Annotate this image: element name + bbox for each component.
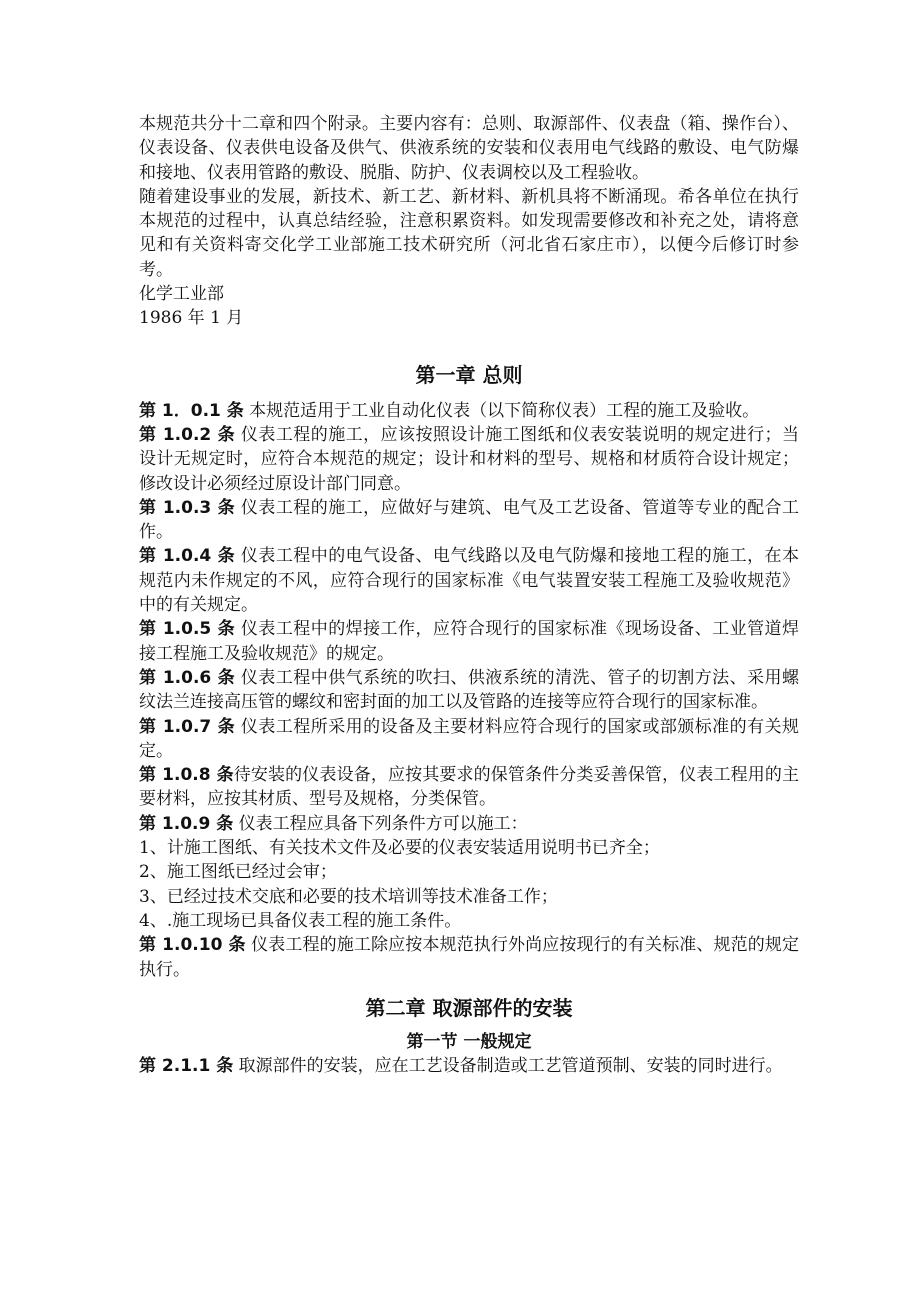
article-text: 待安装的仪表设备，应按其要求的保管条件分类妥善保管，仪表工程用的主要材料，应按其材质、型号及规格，分类保管。: [139, 765, 800, 810]
list-item: 4、.施工现场已具备仪表工程的施工条件。: [139, 910, 462, 931]
article: [139, 933, 799, 982]
article-text: 仪表工程应具备下列条件方可以施工：: [233, 813, 528, 834]
article-number: 第 1.0.6 条: [139, 667, 236, 688]
article-number: 第 1.0.9 条: [139, 813, 234, 834]
article: [139, 617, 799, 666]
article: [139, 399, 799, 423]
article-number: 第 1.0.4 条: [139, 546, 236, 567]
article: [139, 423, 799, 496]
article-number: 第 1．0.1 条: [139, 400, 244, 421]
article-text: 仪表工程中的焊接工作，应符合现行的国家标准《现场设备、工业管道焊接工程施工及验收规范》的规定。: [139, 619, 799, 664]
article: [139, 666, 799, 715]
article-text: 仪表工程的施工，应做好与建筑、电气及工艺设备、管道等专业的配合工作。: [139, 497, 799, 543]
list-item: 2、施工图纸已经过会审；: [139, 862, 337, 883]
article-number: 第 2.1.1 条: [139, 1055, 234, 1076]
article-text: 仪表工程的施工除应按本规范执行外尚应按现行的有关标准、规范的规定执行。: [139, 935, 799, 980]
preface-paragraph-1: 本规范共分十二章和四个附录。主要内容有：总则、取源部件、仪表盘（箱、操作台）、仪表设备、仪表供电设备及供气、供液系统的安装和仪表用电气线路的敷设、电气防爆和接地、仪表用管路的敷设、脱脂、防护、仪表调校以及工程验收。: [139, 114, 799, 183]
article-number: 第 1.0.2 条: [139, 424, 236, 445]
list-item: 1、计施工图纸、有关技术文件及必要的仪表安装适用说明书已齐全；: [139, 838, 660, 859]
section-title: 第一节 一般规定: [406, 1031, 532, 1052]
preface-org: 化学工业部: [139, 284, 224, 305]
article: [139, 496, 799, 545]
article: [139, 544, 799, 617]
preface-paragraph-2: 随着建设事业的发展，新技术、新工艺、新材料、新机具将不断涌现。希各单位在执行本规范的过程中，认真总结经验，注意积累资料。如发现需要修改和补充之处，请将意见和有关资料寄交化学工业部施工技术研究所（河北省石家庄市），以便今后修订时参考。: [139, 186, 799, 280]
article-text: 仪表工程的施工，应该按照设计施工图纸和仪表安装说明的规定进行；当设计无规定时，应符合本规范的规定；设计和材料的型号、规格和材质符合设计规定；修改设计必须经过原设计部门同意。: [139, 424, 799, 494]
article-number: 第 1.0.10 条: [139, 935, 246, 956]
list-item: 3、已经过技术交底和必要的技术培训等技术准备工作；: [139, 886, 558, 907]
article: [139, 763, 799, 812]
article-number: 第 1.0.5 条: [139, 619, 236, 640]
article-number: 第 1.0.8 条: [139, 765, 234, 786]
document-page: [139, 112, 799, 1078]
chapter-1-title: 第一章 总则: [415, 362, 523, 387]
article-text: 仪表工程中的电气设备、电气线路以及电气防爆和接地工程的施工，在本规范内未作规定的不风，应符合现行的国家标准《电气装置安装工程施工及验收规范》中的有关规定。: [139, 546, 799, 616]
article: [139, 812, 799, 836]
chapter-2-title: 第二章 取源部件的安装: [365, 995, 573, 1020]
article: [139, 1054, 799, 1078]
article-text: 本规范适用于工业自动化仪表（以下简称仪表）工程的施工及验收。: [243, 400, 760, 421]
article-text: 仪表工程中供气系统的吹扫、供液系统的清洗、管子的切割方法、采用螺纹法兰连接高压管的螺纹和密封面的加工以及管路的连接等应符合现行的国家标准。: [139, 667, 799, 713]
preface-date: 1986 年 1 月: [139, 308, 244, 329]
article-number: 第 1.0.3 条: [139, 497, 236, 518]
article-number: 第 1.0.7 条: [139, 716, 236, 737]
article-text: 仪表工程所采用的设备及主要材料应符合现行的国家或部颁标准的有关规定。: [139, 716, 799, 761]
article-text: 取源部件的安装，应在工艺设备制造或工艺管道预制、安装的同时进行。: [233, 1055, 783, 1076]
article: [139, 715, 799, 764]
